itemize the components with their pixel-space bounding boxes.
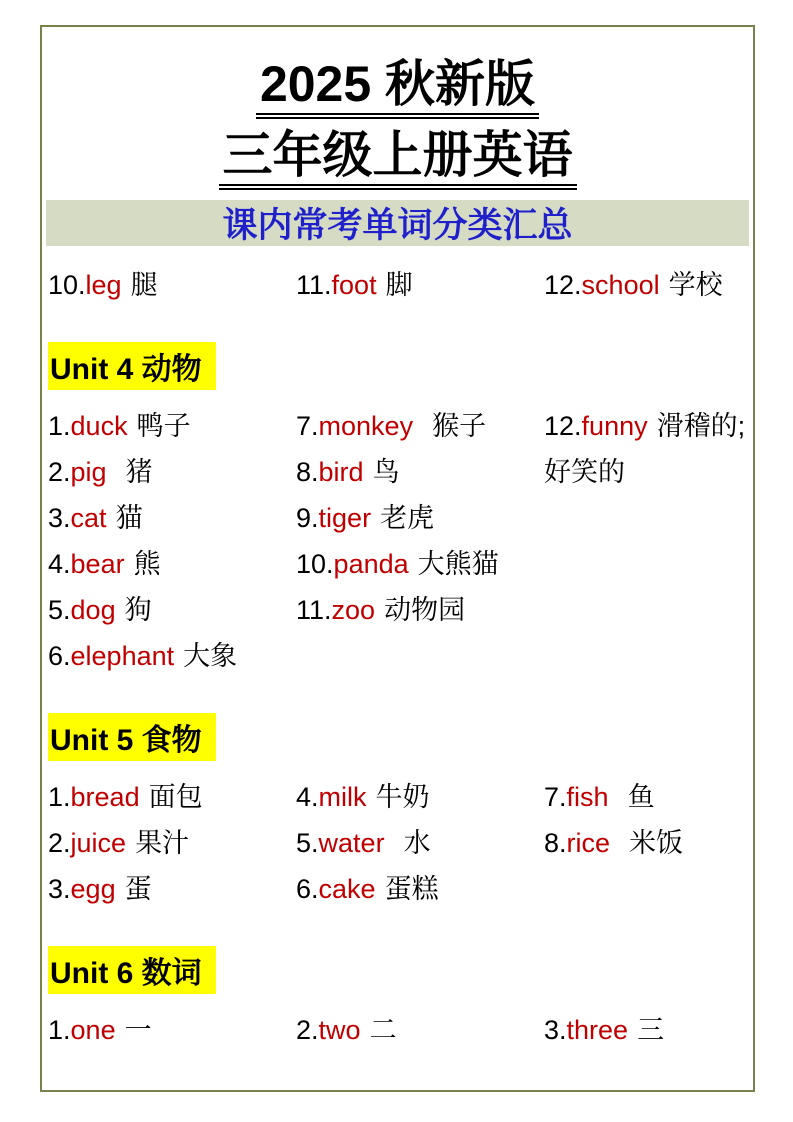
entry-meaning: 猫 bbox=[115, 502, 143, 533]
entry-word: dog bbox=[70, 594, 116, 625]
word-entry bbox=[48, 263, 296, 302]
entry-word: zoo bbox=[331, 594, 376, 625]
unit-heading bbox=[48, 946, 753, 994]
entry-meaning: 老虎 bbox=[380, 502, 435, 533]
unit-heading-label: Unit 6 数词 bbox=[48, 946, 216, 994]
unit-rows bbox=[48, 771, 753, 909]
entry-meaning: 狗 bbox=[124, 594, 152, 625]
word-entry bbox=[48, 542, 296, 581]
entry-number: 10. bbox=[48, 269, 86, 300]
word-entry bbox=[296, 1008, 544, 1047]
unit-rows bbox=[48, 1004, 753, 1050]
word-entry bbox=[296, 588, 544, 627]
entry-word: juice bbox=[70, 827, 127, 858]
entry-number: 12. bbox=[544, 410, 582, 441]
entry-word: school bbox=[581, 269, 660, 300]
word-entry bbox=[296, 867, 544, 906]
entry-meaning: 米饭 bbox=[629, 827, 684, 858]
unit-heading-label: Unit 5 食物 bbox=[48, 713, 216, 761]
entry-number: 4. bbox=[48, 548, 71, 579]
word-row bbox=[48, 630, 753, 676]
entry-number: 7. bbox=[296, 410, 319, 441]
word-entry bbox=[48, 496, 296, 535]
entry-meaning: 二 bbox=[369, 1014, 397, 1045]
entry-word: egg bbox=[70, 873, 116, 904]
subtitle-banner bbox=[46, 200, 749, 246]
entry-word: three bbox=[566, 1014, 629, 1045]
unit-heading-label: Unit 4 动物 bbox=[48, 342, 216, 390]
entry-word: monkey bbox=[318, 410, 414, 441]
entry-word: duck bbox=[70, 410, 128, 441]
entry-number: 5. bbox=[296, 827, 319, 858]
word-row bbox=[48, 538, 753, 584]
entry-word: tiger bbox=[318, 502, 372, 533]
entry-word: panda bbox=[333, 548, 409, 579]
entry-word: one bbox=[70, 1014, 116, 1045]
entry-word: foot bbox=[331, 269, 377, 300]
entry-word: funny bbox=[581, 410, 648, 441]
title-line-1-text: 2025 秋新版 bbox=[256, 57, 539, 119]
word-entry bbox=[48, 450, 296, 489]
entry-word: milk bbox=[318, 781, 367, 812]
word-list bbox=[42, 259, 753, 1050]
word-entry bbox=[48, 404, 296, 443]
entry-number: 12. bbox=[544, 269, 582, 300]
word-entry bbox=[296, 404, 544, 443]
entry-number: 6. bbox=[48, 640, 71, 671]
entry-meaning: 学校 bbox=[668, 269, 723, 300]
entry-number: 1. bbox=[48, 1014, 71, 1045]
entry-number: 8. bbox=[296, 456, 319, 487]
entry-meaning: 牛奶 bbox=[375, 781, 430, 812]
word-entry bbox=[48, 867, 296, 906]
entry-word: cake bbox=[318, 873, 376, 904]
entry-word: bird bbox=[318, 456, 364, 487]
word-row bbox=[48, 863, 753, 909]
title-line-2 bbox=[42, 128, 753, 190]
entry-word: two bbox=[318, 1014, 361, 1045]
unit-section bbox=[48, 259, 753, 305]
entry-number: 7. bbox=[544, 781, 567, 812]
entry-word: pig bbox=[70, 456, 107, 487]
entry-meaning: 蛋糕 bbox=[384, 873, 439, 904]
entry-meaning: 大熊猫 bbox=[417, 548, 499, 579]
unit-rows bbox=[48, 259, 753, 305]
entry-number: 10. bbox=[296, 548, 334, 579]
word-row bbox=[48, 1004, 753, 1050]
entry-meaning: 蛋 bbox=[124, 873, 152, 904]
entry-meaning: 猴子 bbox=[432, 410, 487, 441]
word-entry bbox=[544, 263, 753, 302]
entry-meaning: 猪 bbox=[125, 456, 153, 487]
word-entry bbox=[296, 263, 544, 302]
word-entry bbox=[544, 404, 753, 443]
entry-number: 2. bbox=[296, 1014, 319, 1045]
entry-word: cat bbox=[70, 502, 107, 533]
word-entry bbox=[48, 775, 296, 814]
entry-meaning: 滑稽的; bbox=[656, 410, 746, 441]
word-entry bbox=[296, 542, 544, 581]
entry-number: 1. bbox=[48, 781, 71, 812]
title-line-2-text: 三年级上册英语 bbox=[219, 128, 577, 190]
entry-word: bear bbox=[70, 548, 125, 579]
word-entry bbox=[296, 450, 544, 489]
entry-meaning: 三 bbox=[637, 1014, 665, 1045]
entry-meaning: 熊 bbox=[133, 548, 161, 579]
unit-heading bbox=[48, 713, 753, 761]
entry-number: 11. bbox=[296, 594, 332, 625]
entry-meaning: 脚 bbox=[385, 269, 413, 300]
entry-meaning: 腿 bbox=[130, 269, 158, 300]
word-row bbox=[48, 584, 753, 630]
word-entry bbox=[544, 1008, 753, 1047]
word-row bbox=[48, 771, 753, 817]
word-entry bbox=[48, 634, 296, 673]
entry-meaning: 鸟 bbox=[372, 456, 400, 487]
word-entry bbox=[544, 450, 753, 489]
word-entry bbox=[48, 588, 296, 627]
word-entry bbox=[296, 775, 544, 814]
title-line-1 bbox=[42, 57, 753, 119]
unit-section bbox=[48, 342, 753, 676]
unit-rows bbox=[48, 400, 753, 676]
entry-number: 6. bbox=[296, 873, 319, 904]
unit-section bbox=[48, 713, 753, 909]
entry-number: 5. bbox=[48, 594, 71, 625]
unit-heading bbox=[48, 342, 753, 390]
entry-meaning: 大象 bbox=[183, 640, 238, 671]
entry-number: 3. bbox=[48, 502, 71, 533]
entry-meaning: 果汁 bbox=[135, 827, 190, 858]
entry-meaning: 面包 bbox=[148, 781, 203, 812]
unit-section bbox=[48, 946, 753, 1050]
entry-number: 3. bbox=[544, 1014, 567, 1045]
entry-number: 9. bbox=[296, 502, 319, 533]
word-entry bbox=[544, 821, 753, 860]
entry-meaning: 鱼 bbox=[627, 781, 655, 812]
entry-word: water bbox=[318, 827, 385, 858]
entry-number: 11. bbox=[296, 269, 332, 300]
entry-word: leg bbox=[85, 269, 122, 300]
entry-meaning: 好笑的 bbox=[544, 456, 625, 487]
word-entry bbox=[296, 821, 544, 860]
entry-number: 4. bbox=[296, 781, 319, 812]
word-row bbox=[48, 492, 753, 538]
entry-meaning: 水 bbox=[403, 827, 431, 858]
entry-number: 2. bbox=[48, 456, 71, 487]
entry-meaning: 鸭子 bbox=[136, 410, 191, 441]
entry-number: 2. bbox=[48, 827, 71, 858]
entry-word: elephant bbox=[70, 640, 175, 671]
word-entry bbox=[296, 496, 544, 535]
word-row bbox=[48, 817, 753, 863]
entry-word: rice bbox=[566, 827, 611, 858]
word-row bbox=[48, 400, 753, 446]
word-row bbox=[48, 259, 753, 305]
word-row bbox=[48, 446, 753, 492]
word-entry bbox=[544, 775, 753, 814]
entry-word: fish bbox=[566, 781, 609, 812]
entry-number: 3. bbox=[48, 873, 71, 904]
word-entry bbox=[48, 1008, 296, 1047]
entry-meaning: 一 bbox=[124, 1014, 152, 1045]
entry-meaning: 动物园 bbox=[384, 594, 466, 625]
entry-number: 8. bbox=[544, 827, 567, 858]
entry-word: bread bbox=[70, 781, 140, 812]
subtitle-banner-text: 课内常考单词分类汇总 bbox=[222, 206, 573, 245]
word-entry bbox=[48, 821, 296, 860]
entry-number: 1. bbox=[48, 410, 71, 441]
worksheet bbox=[40, 25, 755, 1092]
